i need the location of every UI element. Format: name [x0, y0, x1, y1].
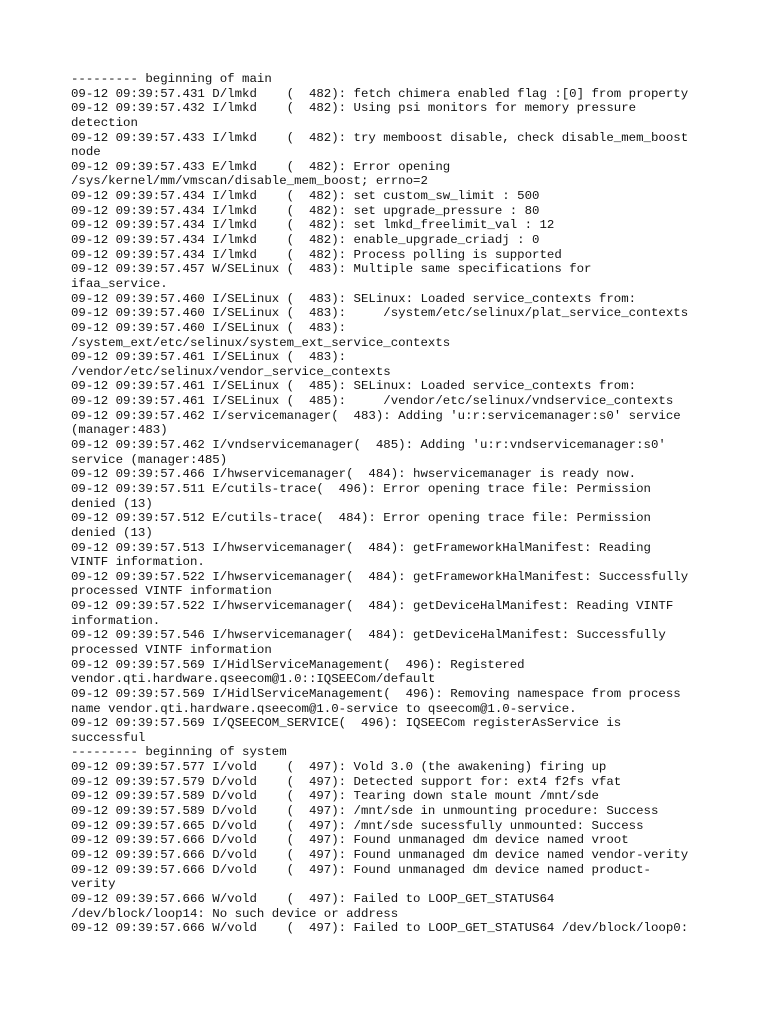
log-line: --------- beginning of main [71, 72, 272, 86]
log-line: 09-12 09:39:57.666 W/vold ( 497): Failed to LOOP_GET_STATUS64 /dev/block/loop0: [71, 921, 689, 936]
log-line: 09-12 09:39:57.569 I/QSEECOM_SERVICE( 496): IQSEECom registerAsService is [71, 716, 622, 731]
log-line: 09-12 09:39:57.665 D/vold ( 497): /mnt/sde sucessfully unmounted: Success [71, 818, 644, 833]
log-line: 09-12 09:39:57.434 I/lmkd ( 482): Process polling is supported [71, 247, 562, 262]
log-line: 09-12 09:39:57.431 D/lmkd ( 482): fetch chimera enabled flag :[0] from property [71, 86, 689, 101]
log-line: information. [71, 613, 161, 628]
log-line: 09-12 09:39:57.434 I/lmkd ( 482): set upgrade_pressure : 80 [71, 203, 540, 218]
log-line: 09-12 09:39:57.512 E/cutils-trace( 484): Error opening trace file: Permission [71, 511, 651, 526]
log-line: /sys/kernel/mm/vmscan/disable_mem_boost; errno=2 [71, 174, 428, 189]
log-line: 09-12 09:39:57.457 W/SELinux ( 483): Multiple same specifications for [71, 262, 592, 277]
log-line: 09-12 09:39:57.522 I/hwservicemanager( 484): getDeviceHalManifest: Reading VINTF [71, 599, 674, 614]
log-line: 09-12 09:39:57.433 I/lmkd ( 482): try memboost disable, check disable_mem_boost [71, 130, 689, 145]
log-line: 09-12 09:39:57.434 I/lmkd ( 482): enable_upgrade_criadj : 0 [71, 233, 540, 248]
log-line: 09-12 09:39:57.511 E/cutils-trace( 496): Error opening trace file: Permission [71, 481, 651, 496]
log-line: 09-12 09:39:57.522 I/hwservicemanager( 484): getFrameworkHalManifest: Successfully [71, 569, 689, 584]
log-line: denied (13) [71, 496, 153, 511]
log-line: 09-12 09:39:57.666 D/vold ( 497): Found unmanaged dm device named product- [71, 862, 651, 877]
log-line: /dev/block/loop14: No such device or address [71, 906, 399, 921]
log-line: /vendor/etc/selinux/vendor_service_contexts [71, 364, 391, 379]
log-line: 09-12 09:39:57.513 I/hwservicemanager( 484): getFrameworkHalManifest: Reading [71, 540, 651, 555]
log-line: 09-12 09:39:57.666 D/vold ( 497): Found unmanaged dm device named vendor-verity [71, 847, 689, 862]
log-line: VINTF information. [71, 555, 205, 570]
log-line: successful [71, 730, 146, 745]
log-line: 09-12 09:39:57.460 I/SELinux ( 483): /system/etc/selinux/plat_service_contexts [71, 306, 689, 321]
log-line: 09-12 09:39:57.434 I/lmkd ( 482): set lmkd_freelimit_val : 12 [71, 218, 555, 233]
log-line: verity [71, 877, 116, 892]
log-line: 09-12 09:39:57.666 D/vold ( 497): Found unmanaged dm device named vroot [71, 833, 629, 848]
log-line: 09-12 09:39:57.579 D/vold ( 497): Detected support for: ext4 f2fs vfat [71, 774, 622, 789]
log-line: processed VINTF information [71, 642, 272, 657]
log-line: 09-12 09:39:57.432 I/lmkd ( 482): Using psi monitors for memory pressure [71, 101, 637, 116]
log-line: 09-12 09:39:57.466 I/hwservicemanager( 484): hwservicemanager is ready now. [71, 467, 637, 482]
log-line: processed VINTF information [71, 584, 272, 599]
log-line: 09-12 09:39:57.462 I/servicemanager( 483): Adding 'u:r:servicemanager:s0' service [71, 408, 681, 423]
log-line: (manager:483) [71, 423, 168, 438]
log-line: 09-12 09:39:57.589 D/vold ( 497): /mnt/sde in unmounting procedure: Success [71, 804, 659, 819]
log-line: 09-12 09:39:57.461 I/SELinux ( 485): /vendor/etc/selinux/vndservice_contexts [71, 394, 674, 409]
log-line: 09-12 09:39:57.546 I/hwservicemanager( 484): getDeviceHalManifest: Successfully [71, 628, 666, 643]
log-line: 09-12 09:39:57.460 I/SELinux ( 483): SELinux: Loaded service_contexts from: [71, 291, 637, 306]
log-line: denied (13) [71, 525, 153, 540]
log-line: 09-12 09:39:57.433 E/lmkd ( 482): Error opening [71, 159, 451, 174]
log-line: 09-12 09:39:57.434 I/lmkd ( 482): set custom_sw_limit : 500 [71, 189, 540, 204]
log-line: --------- beginning of system [71, 745, 287, 760]
log-line: 09-12 09:39:57.461 I/SELinux ( 485): SELinux: Loaded service_contexts from: [71, 379, 637, 394]
log-document [71, 72, 711, 936]
log-line: 09-12 09:39:57.666 W/vold ( 497): Failed to LOOP_GET_STATUS64 [71, 891, 555, 906]
log-line: /system_ext/etc/selinux/system_ext_service_contexts [71, 335, 451, 350]
log-line: 09-12 09:39:57.569 I/HidlServiceManagement( 496): Registered [71, 657, 525, 672]
log-line: 09-12 09:39:57.461 I/SELinux ( 483): [71, 350, 347, 365]
log-line: 09-12 09:39:57.589 D/vold ( 497): Tearing down stale mount /mnt/sde [71, 789, 599, 804]
log-line: name vendor.qti.hardware.qseecom@1.0-service to qseecom@1.0-service. [71, 701, 577, 716]
log-line: vendor.qti.hardware.qseecom@1.0::IQSEECom/default [71, 672, 436, 687]
log-line: ifaa_service. [71, 276, 168, 291]
log-line: 09-12 09:39:57.577 I/vold ( 497): Vold 3.0 (the awakening) firing up [71, 760, 607, 775]
log-line: detection [71, 115, 138, 130]
log-line: node [71, 145, 101, 160]
log-line: 09-12 09:39:57.569 I/HidlServiceManagement( 496): Removing namespace from process [71, 686, 681, 701]
log-line: 09-12 09:39:57.460 I/SELinux ( 483): [71, 320, 347, 335]
log-line: service (manager:485) [71, 452, 228, 467]
log-line: 09-12 09:39:57.462 I/vndservicemanager( 485): Adding 'u:r:vndservicemanager:s0' [71, 438, 666, 453]
